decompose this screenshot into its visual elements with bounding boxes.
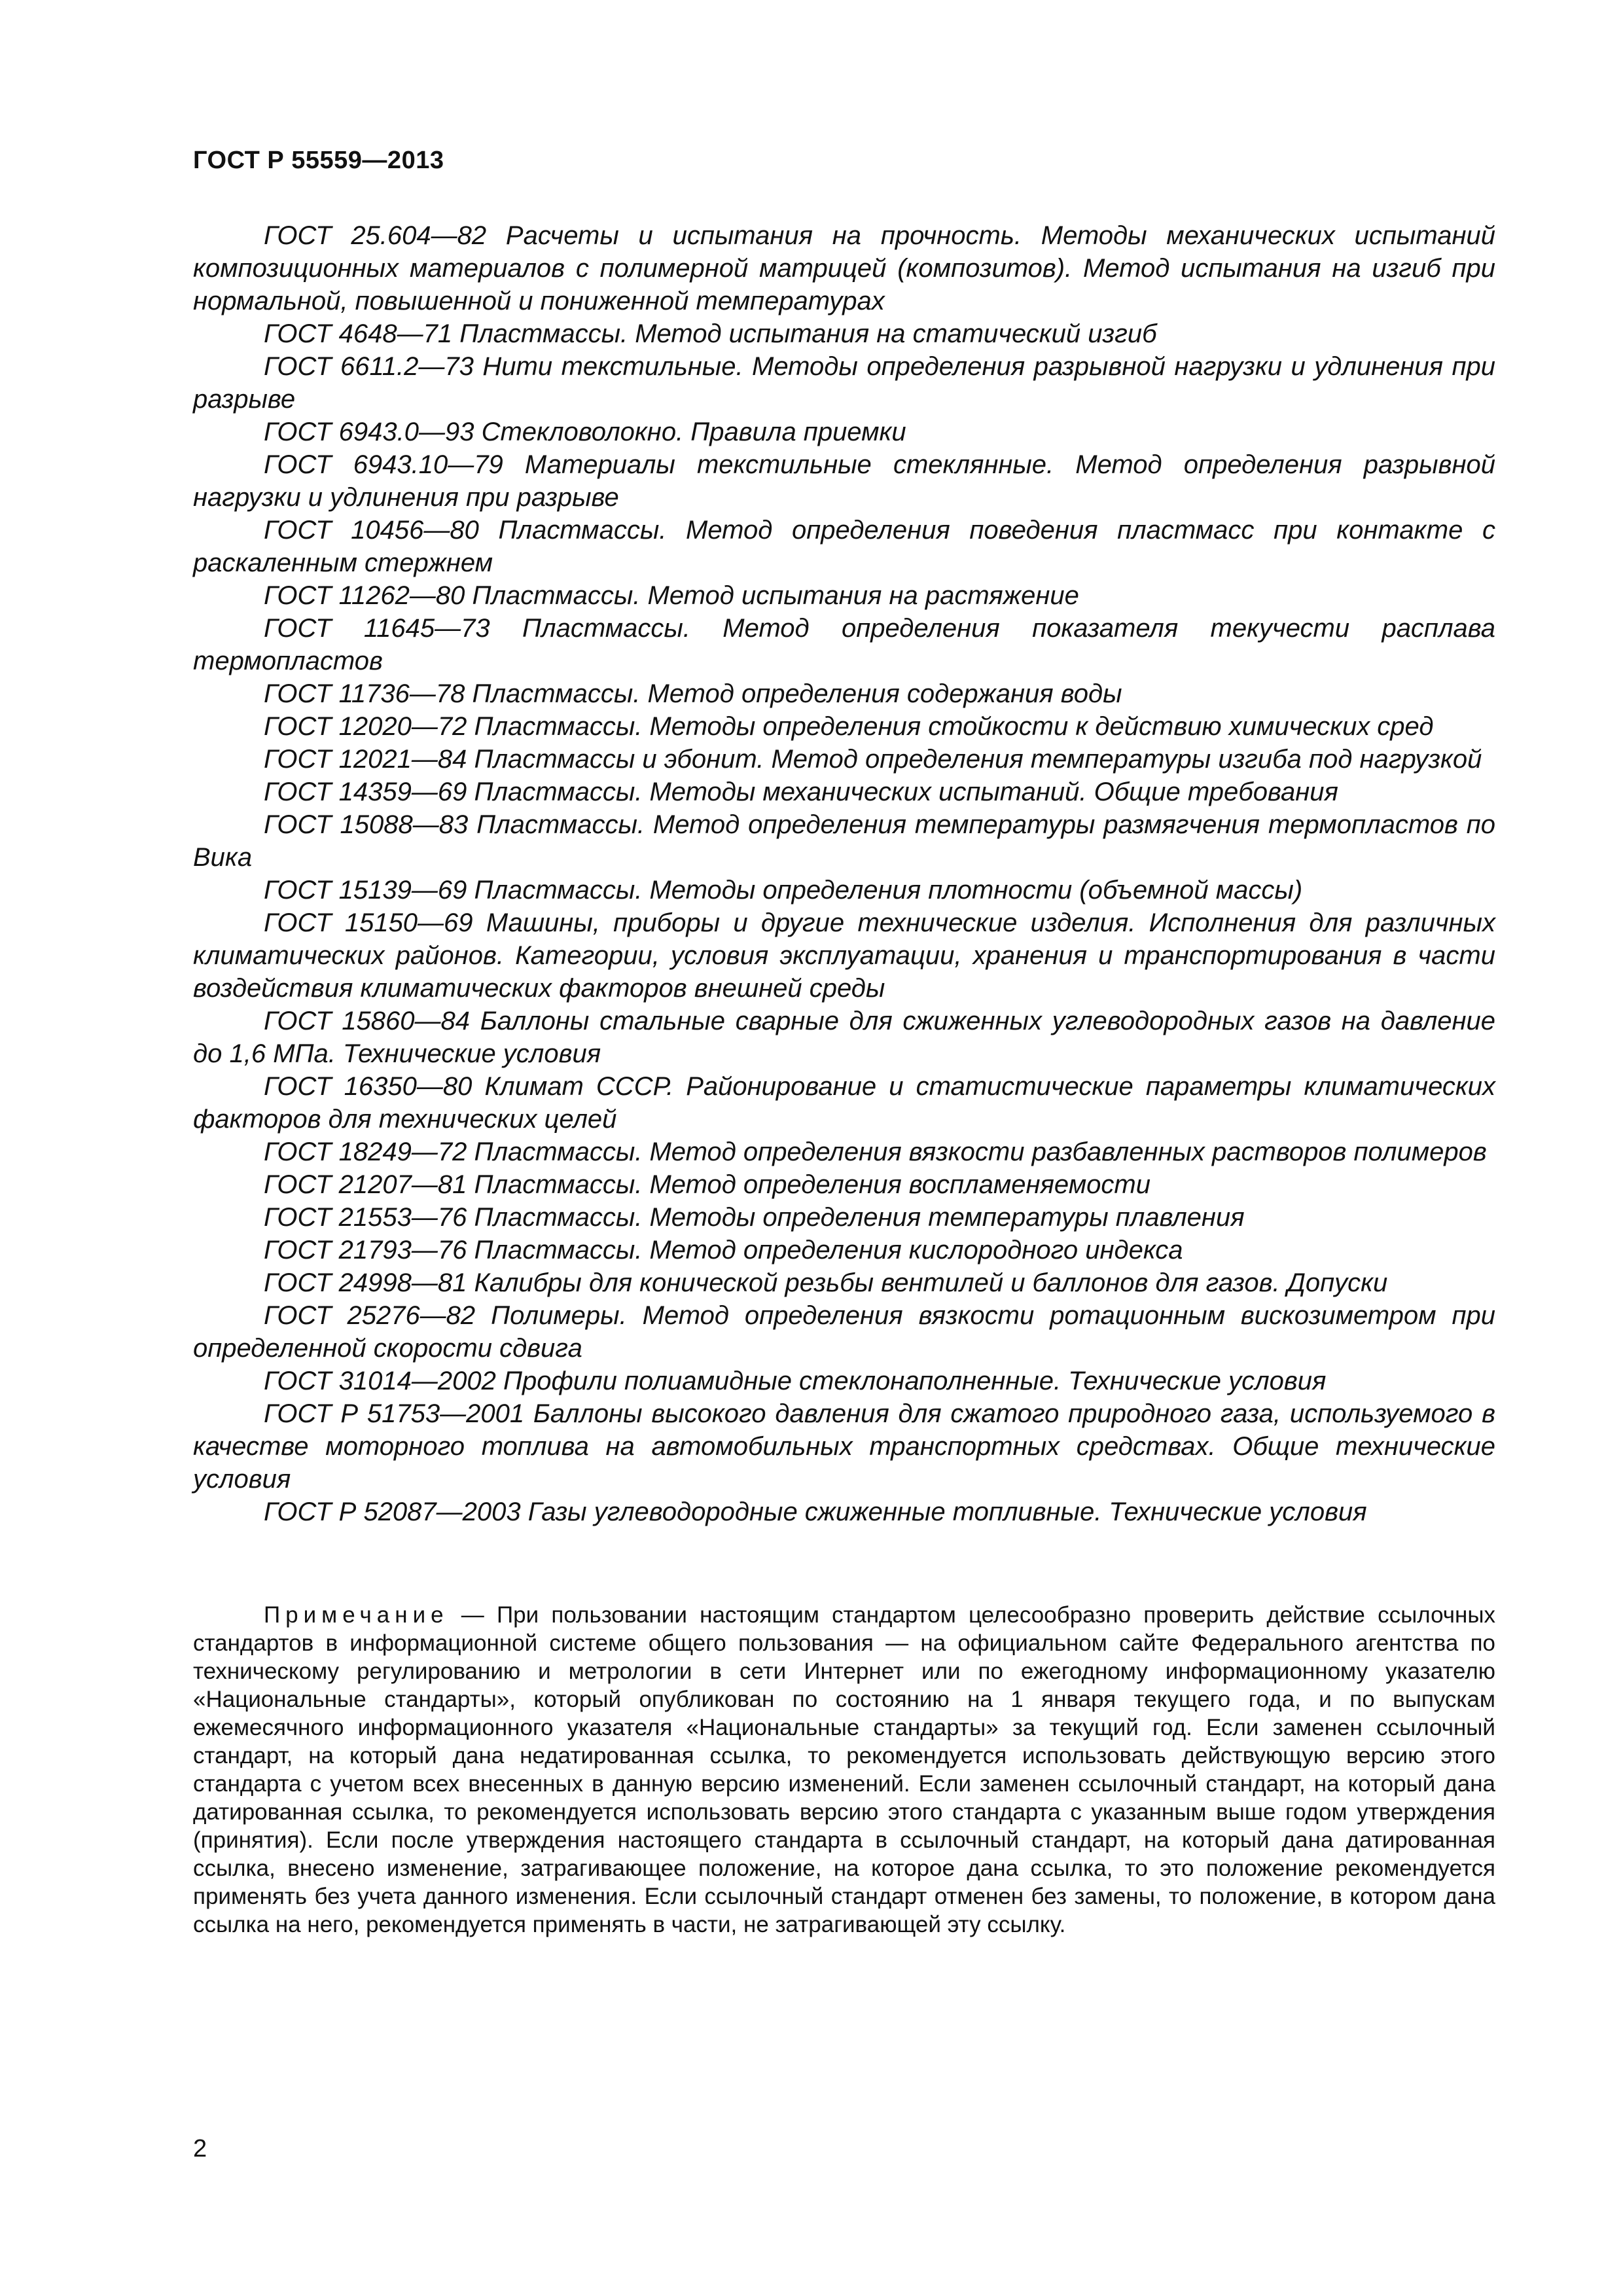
reference-item: ГОСТ 11736—78 Пластмассы. Метод определения содержания воды [264,679,1122,708]
reference-item: ГОСТ Р 51753—2001 Баллоны высокого давления для сжатого природного газа, используемого в качестве моторного топлива на автомобильных транспортных средствах. Общие технические условия [193,1399,1495,1494]
reference-item: ГОСТ 15088—83 Пластмассы. Метод определения температуры размягчения термопластов по Вика [193,810,1495,872]
reference-item: ГОСТ 4648—71 Пластмассы. Метод испытания на статический изгиб [264,319,1157,348]
reference-item: ГОСТ 15860—84 Баллоны стальные сварные для сжиженных углеводородных газов на давление до 1,6 МПа. Технические условия [193,1007,1495,1068]
reference-item: ГОСТ 15139—69 Пластмассы. Методы определения плотности (объемной массы) [264,876,1303,905]
reference-item: ГОСТ 18249—72 Пластмассы. Метод определения вязкости разбавленных растворов полимеров [264,1138,1487,1166]
reference-item: ГОСТ 10456—80 Пластмассы. Метод определения поведения пластмасс при контакте с раскаленным стержнем [193,516,1495,577]
reference-item: ГОСТ 21207—81 Пластмассы. Метод определения воспламеняемости [264,1170,1150,1199]
reference-item: ГОСТ 14359—69 Пластмассы. Методы механических испытаний. Общие требования [264,778,1338,806]
reference-item: ГОСТ 25.604—82 Расчеты и испытания на прочность. Методы механических испытаний композиционных материалов с полимерной матрицей (композитов). Метод испытания на изгиб при нормальной, повышенной и пониженной температурах [193,221,1495,315]
reference-item: ГОСТ Р 52087—2003 Газы углеводородные сжиженные топливные. Технические условия [264,1498,1367,1526]
reference-item: ГОСТ 21553—76 Пластмассы. Методы определения температуры плавления [264,1203,1245,1232]
reference-item: ГОСТ 16350—80 Климат СССР. Районирование и статистические параметры климатических факторов для технических целей [193,1072,1495,1134]
reference-item: ГОСТ 11262—80 Пластмассы. Метод испытания на растяжение [264,581,1079,610]
note-paragraph [193,1601,1495,1939]
reference-item: ГОСТ 12020—72 Пластмассы. Методы определения стойкости к действию химических сред [264,712,1434,741]
reference-item: ГОСТ 11645—73 Пластмассы. Метод определения показателя текучести расплава термопластов [193,614,1495,675]
reference-item: ГОСТ 31014—2002 Профили полиамидные стеклонаполненные. Технические условия [264,1367,1327,1395]
reference-item: ГОСТ 6611.2—73 Нити текстильные. Методы определения разрывной нагрузки и удлинения при разрыве [193,352,1495,414]
reference-item: ГОСТ 24998—81 Калибры для конической резьбы вентилей и баллонов для газов. Допуски [264,1268,1388,1297]
reference-item: ГОСТ 25276—82 Полимеры. Метод определения вязкости ротационным вискозиметром при определенной скорости сдвига [193,1301,1495,1363]
note-text: — При пользовании настоящим стандартом целесообразно проверить действие ссылочных стандартов в информационной системе общего пользования — на официальном сайте Федерального агентства по техническому регулированию и метрологии в сети Интернет или по ежегодному информационному указателю «Национальные стандарты», который опубликован по состоянию на 1 января текущего года, и по выпускам ежемесячного информационного указателя «Национальные стандарты» за текущий год. Если заменен ссылочный стандарт, на который дана недатированная ссылка, то рекомендуется использовать действующую версию этого стандарта с учетом всех внесенных в данную версию изменений. Если заменен ссылочный стандарт, на который дана датированная ссылка, то рекомендуется использовать версию этого стандарта с указанным выше годом утверждения (принятия). Если после утверждения настоящего стандарта в ссылочный стандарт, на который дана датированная ссылка, внесено изменение, затрагивающее положение, на которое дана ссылка, то это положение рекомендуется применять без учета данного изменения. Если ссылочный стандарт отменен без замены, то положение, в котором дана ссылка на него, рекомендуется применять в части, не затрагивающей эту ссылку. [193,1602,1495,1937]
reference-item: ГОСТ 15150—69 Машины, приборы и другие технические изделия. Исполнения для различных климатических районов. Категории, условия эксплуатации, хранения и транспортирования в части воздействия климатических факторов внешней среды [193,908,1495,1003]
reference-item: ГОСТ 6943.0—93 Стекловолокно. Правила приемки [264,418,906,446]
document-header: ГОСТ Р 55559—2013 [193,147,444,174]
reference-item: ГОСТ 12021—84 Пластмассы и эбонит. Метод определения температуры изгиба под нагрузкой [264,745,1482,774]
reference-item: ГОСТ 21793—76 Пластмассы. Метод определения кислородного индекса [264,1236,1183,1265]
page-number: 2 [193,2135,207,2162]
normative-references-list [193,219,1495,1528]
reference-item: ГОСТ 6943.10—79 Материалы текстильные стеклянные. Метод определения разрывной нагрузки и удлинения при разрыве [193,450,1495,512]
note-label: Примечание [264,1602,449,1628]
